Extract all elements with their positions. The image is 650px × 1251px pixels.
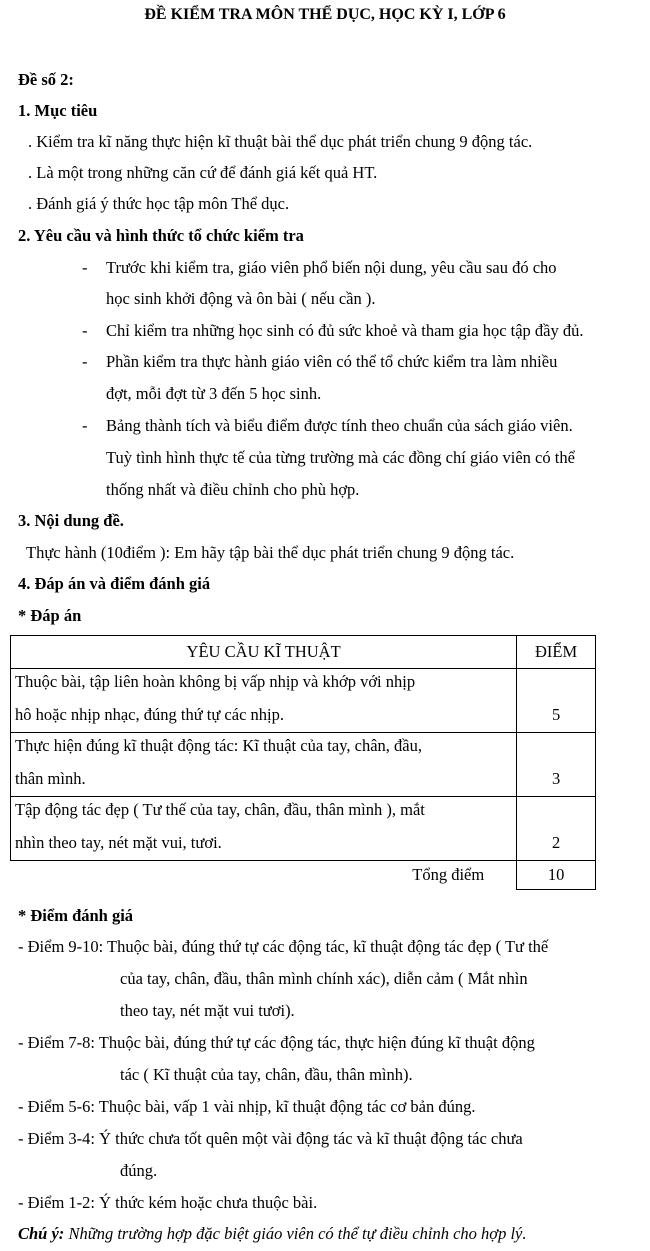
answer-label: * Đáp án	[18, 606, 82, 625]
bullet-dash: -	[82, 416, 88, 435]
exam-content: Thực hành (10điểm ): Em hãy tập bài thể dục phát triển chung 9 động tác.	[26, 543, 515, 562]
section2-heading: 2. Yêu cầu và hình thức tổ chức kiểm tra	[18, 226, 304, 245]
grading-line: - Điểm 5-6: Thuộc bài, vấp 1 vài nhịp, kĩ thuật động tác cơ bản đúng.	[18, 1097, 476, 1116]
requirement-line: Trước khi kiểm tra, giáo viên phổ biến nội dung, yêu cầu sau đó cho	[106, 258, 557, 277]
table-total-row	[11, 861, 596, 890]
grading-line: - Điểm 9-10: Thuộc bài, đúng thứ tự các động tác, kĩ thuật động tác đẹp ( Tư thế	[18, 937, 549, 956]
points-value: 2	[551, 833, 561, 852]
section4-heading: 4. Đáp án và điểm đánh giá	[18, 574, 211, 593]
requirement-text: Thực hiện đúng kĩ thuật động tác: Kĩ thuật của tay, chân, đầu,	[15, 736, 422, 755]
objective-item: . Đánh giá ý thức học tập môn Thể dục.	[28, 194, 290, 213]
grading-line: - Điểm 7-8: Thuộc bài, đúng thứ tự các động tác, thực hiện đúng kĩ thuật động	[18, 1033, 535, 1052]
objective-item: . Kiểm tra kĩ năng thực hiện kĩ thuật bài thể dục phát triển chung 9 động tác.	[28, 132, 533, 151]
requirement-line: thống nhất và điều chỉnh cho phù hợp.	[106, 480, 360, 499]
total-label: Tổng điểm	[11, 861, 517, 890]
requirement-line: học sinh khởi động và ôn bài ( nếu cần ).	[106, 289, 376, 308]
header-points: ĐIỂM	[517, 636, 596, 669]
note-label: Chú ý:	[18, 1224, 65, 1243]
requirement-line: đợt, mỗi đợt từ 3 đến 5 học sinh.	[106, 384, 322, 403]
requirement-text: thân mình.	[15, 769, 86, 788]
grading-line: - Điểm 3-4: Ý thức chưa tốt quên một vài động tác và kĩ thuật động tác chưa	[18, 1129, 523, 1148]
requirement-line: Bảng thành tích và biểu điểm được tính theo chuẩn của sách giáo viên.	[106, 416, 573, 435]
table-row	[11, 669, 596, 733]
note	[18, 1224, 526, 1244]
requirement-text: nhìn theo tay, nét mặt vui, tươi.	[15, 833, 222, 852]
document-title: ĐỀ KIỂM TRA MÔN THỂ DỤC, HỌC KỲ I, LỚP 6	[144, 6, 506, 23]
table-header-row	[11, 636, 596, 669]
requirement-text: Tập động tác đẹp ( Tư thế của tay, chân, đầu, thân mình ), mắt	[15, 800, 425, 819]
grading-label: * Điểm đánh giá	[18, 906, 134, 925]
section3-heading: 3. Nội dung đề.	[18, 511, 124, 530]
objective-item: . Là một trong những căn cứ để đánh giá kết quả HT.	[28, 163, 378, 182]
section1-heading: 1. Mục tiêu	[18, 101, 98, 120]
requirement-line: Chỉ kiểm tra những học sinh có đủ sức khoẻ và tham gia học tập đầy đủ.	[106, 321, 584, 340]
requirement-text: hô hoặc nhịp nhạc, đúng thứ tự các nhịp.	[15, 705, 284, 724]
points-value: 3	[551, 769, 561, 788]
points-value: 5	[551, 705, 561, 724]
table-row	[11, 733, 596, 797]
requirement-line: Phần kiểm tra thực hành giáo viên có thể tổ chức kiểm tra làm nhiều	[106, 352, 558, 371]
header-requirement: YÊU CẦU KĨ THUẬT	[11, 636, 517, 669]
bullet-dash: -	[82, 258, 88, 277]
grading-line: theo tay, nét mặt vui tươi).	[120, 1001, 295, 1020]
grading-line: đúng.	[120, 1161, 158, 1180]
requirement-line: Tuỳ tình hình thực tế của từng trường mà các đồng chí giáo viên có thể	[106, 448, 575, 467]
answer-table	[10, 635, 596, 890]
note-text: Những trường hợp đặc biệt giáo viên có thể tự điều chỉnh cho hợp lý.	[64, 1224, 527, 1243]
bullet-dash: -	[82, 352, 88, 371]
exam-number: Đề số 2:	[18, 70, 74, 89]
requirement-text: Thuộc bài, tập liên hoàn không bị vấp nhịp và khớp với nhịp	[15, 672, 416, 691]
grading-line: - Điểm 1-2: Ý thức kém hoặc chưa thuộc bài.	[18, 1193, 318, 1212]
grading-line: của tay, chân, đầu, thân mình chính xác), diễn cảm ( Mắt nhìn	[120, 969, 528, 988]
bullet-dash: -	[82, 321, 88, 340]
table-row	[11, 797, 596, 861]
grading-line: tác ( Kĩ thuật của tay, chân, đầu, thân mình).	[120, 1065, 413, 1084]
total-points: 10	[517, 861, 596, 890]
